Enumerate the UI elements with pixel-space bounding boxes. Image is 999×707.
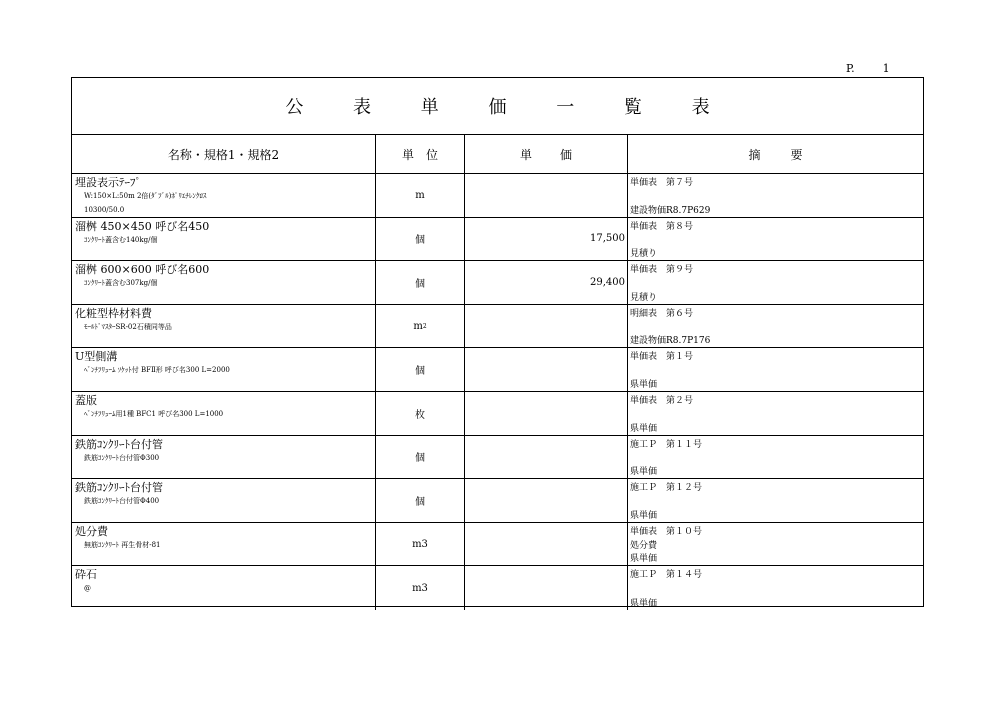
remark-top: 施工Ｐ 第１１号: [630, 439, 703, 450]
page-number: [846, 62, 890, 75]
remark-bottom: 見積り: [630, 292, 658, 303]
remark-bottom: 見積り: [630, 249, 658, 260]
item-spec: ﾓｰﾙﾄﾞﾏｽﾀｰSR-02石積同等品: [84, 322, 172, 331]
remark-top: 施工Ｐ 第１２号: [630, 483, 703, 494]
item-spec: 無筋ｺﾝｸﾘｰﾄ 再生骨材-81: [84, 540, 161, 549]
table-row: [72, 392, 923, 436]
item-name: 鉄筋ｺﾝｸﾘｰﾄ台付管: [75, 437, 163, 451]
item-spec: 鉄筋ｺﾝｸﾘｰﾄ台付管Φ400: [84, 497, 160, 506]
remark-top: 単価表 第１号: [630, 352, 694, 363]
remark-bottom: 建設物価R8.7P176: [630, 336, 711, 347]
remark-top: 単価表 第１０号: [630, 526, 703, 537]
item-price: [465, 392, 628, 435]
table-row: [72, 348, 923, 392]
remark-top: 単価表 第２号: [630, 395, 694, 406]
page-title: 公 表 単 価 一 覧 表: [72, 78, 923, 135]
item-price: [465, 436, 628, 479]
page-number-value: 1: [882, 62, 890, 75]
remark-top: 単価表 第７号: [630, 178, 694, 188]
item-unit: 枚: [376, 392, 465, 435]
remark-bottom: 県単価: [630, 423, 658, 434]
page-number-label: P.: [846, 62, 855, 75]
header-price: 単価: [465, 135, 628, 173]
item-name: 砕石: [75, 568, 97, 582]
item-spec: W:150×L:50m 2倍(ﾀﾞﾌﾞﾙ)ﾎﾟﾘｴﾁﾚﾝｸﾛｽ: [84, 192, 207, 200]
item-spec: @: [84, 584, 91, 593]
item-name: 蓋版: [75, 393, 97, 407]
header-remarks: 摘要: [748, 147, 833, 162]
item-name: 溜桝 450×450 呼び名450: [75, 219, 210, 233]
remark-bottom: 県単価: [630, 554, 658, 565]
unit-superscript: 2: [422, 322, 427, 330]
item-price: [465, 174, 628, 217]
item-price: [465, 348, 628, 391]
item-spec: ﾍﾞﾝﾁﾌﾘｭｰﾑ用1種 BFC1 呼び名300 L=1000: [84, 409, 224, 418]
table-row: [72, 218, 923, 262]
table-row: [72, 479, 923, 523]
table-row: [72, 566, 923, 610]
item-name: 鉄筋ｺﾝｸﾘｰﾄ台付管: [75, 481, 163, 495]
item-name: 化粧型枠材料費: [75, 306, 152, 320]
item-unit: 個: [376, 261, 465, 304]
remark-bottom: 県単価: [630, 598, 658, 609]
item-name: 埋設表示ﾃｰﾌﾟ: [75, 176, 141, 189]
remark-bottom: 県単価: [630, 510, 658, 521]
item-spec: ｺﾝｸﾘｰﾄ蓋含む140kg/個: [84, 235, 158, 244]
table-row: [72, 523, 923, 567]
item-price: 29,400: [465, 261, 628, 304]
item-unit: m 2: [376, 305, 465, 348]
remark-middle: 処分費: [630, 540, 658, 551]
price-list-table: [71, 77, 924, 607]
item-name: 溜桝 600×600 呼び名600: [75, 263, 210, 277]
item-price: [465, 305, 628, 348]
item-price: [465, 566, 628, 610]
item-spec: ｺﾝｸﾘｰﾄ蓋含む307kg/個: [84, 279, 158, 288]
remark-bottom: 県単価: [630, 379, 658, 390]
remark-top: 単価表 第９号: [630, 265, 694, 276]
remark-bottom: 建設物価R8.7P629: [630, 205, 711, 216]
table-row: [72, 261, 923, 305]
remark-top: 単価表 第８号: [630, 221, 694, 232]
item-unit: 個: [376, 348, 465, 391]
item-price: 17,500: [465, 218, 628, 261]
item-unit: 個: [376, 436, 465, 479]
item-unit: m3: [376, 523, 465, 566]
item-unit: m3: [376, 566, 465, 610]
item-unit: 個: [376, 218, 465, 261]
item-price: [465, 523, 628, 566]
remark-bottom: 県単価: [630, 467, 658, 478]
remark-top: 明細表 第６号: [630, 308, 694, 319]
table-header: [72, 135, 923, 174]
table-row: [72, 436, 923, 480]
item-unit: m: [376, 174, 465, 217]
table-row: [72, 174, 923, 218]
item-spec: ﾍﾞﾝﾁﾌﾘｭｰﾑ ｿｹｯﾄ付 BFⅡ形 呼び名300 L=2000: [84, 366, 230, 375]
item-price: [465, 479, 628, 522]
header-name: 名称・規格1・規格2: [72, 135, 376, 173]
item-spec-2: 10300/50.0: [84, 206, 125, 214]
table-row: [72, 305, 923, 349]
item-unit: 個: [376, 479, 465, 522]
item-name: 処分費: [75, 524, 108, 538]
remark-top: 施工Ｐ 第１４号: [630, 570, 703, 581]
header-unit: 単位: [376, 135, 465, 173]
item-name: U型側溝: [75, 350, 118, 364]
item-spec: 鉄筋ｺﾝｸﾘｰﾄ台付管Φ300: [84, 453, 160, 462]
